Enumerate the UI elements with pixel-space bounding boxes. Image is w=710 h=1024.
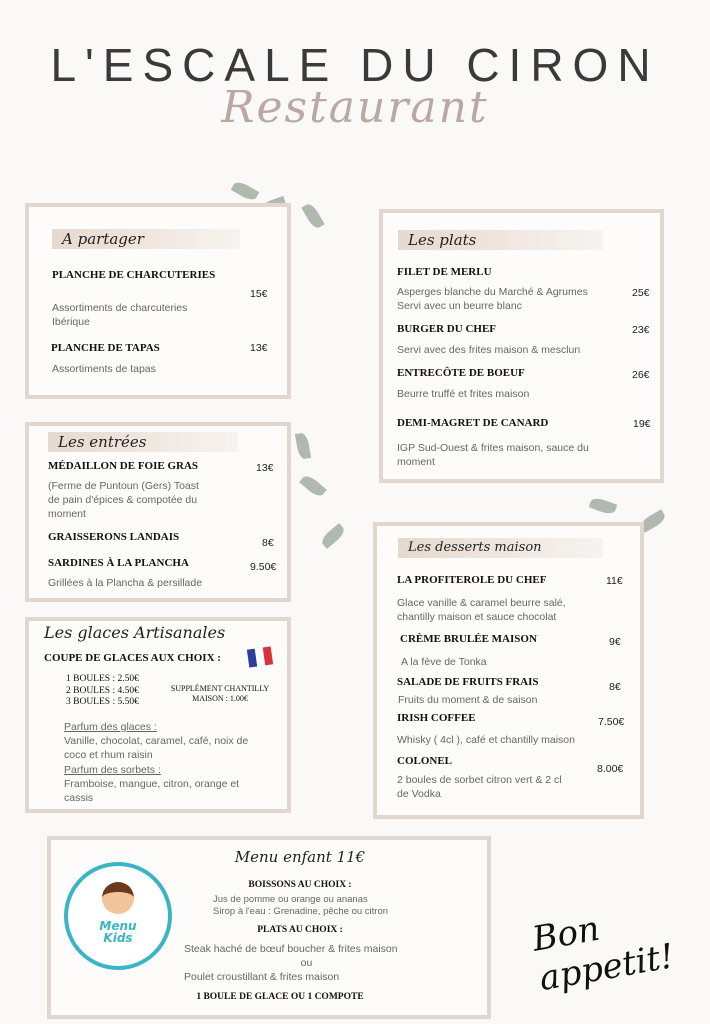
item-desc: Fruits du moment & de saison <box>398 694 538 706</box>
item-price: 7.50€ <box>598 716 625 728</box>
section-heading: A partager <box>52 229 240 249</box>
item-desc: Asperges blanche du Marché & Agrumes Servi avec un beurre blanc <box>397 286 588 312</box>
section-heading: Les entrées <box>48 432 238 452</box>
item-name: IRISH COFFEE <box>397 712 476 724</box>
item-name: LA PROFITEROLE DU CHEF <box>397 574 547 586</box>
item-price: 9.50€ <box>250 561 277 573</box>
glaces-list: Vanille, chocolat, caramel, café, noix de coco et rhum raisin <box>64 735 249 761</box>
restaurant-title: L'ESCALE DU CIRON <box>50 39 660 91</box>
item-price: 19€ <box>633 418 651 430</box>
item-price: 26€ <box>632 369 650 381</box>
item-desc: Beurre truffé et frites maison <box>397 388 530 400</box>
boissons-title: BOISSONS AU CHOIX : <box>248 880 352 890</box>
item-price: 25€ <box>632 287 650 299</box>
item-desc: Whisky ( 4cl ), café et chantilly maison <box>397 734 575 746</box>
item-price: 8€ <box>262 537 274 549</box>
menu-enfant-heading: Menu enfant 11€ <box>234 848 366 866</box>
glaces-label: Parfum des glaces : <box>64 721 157 733</box>
item-price: 23€ <box>632 324 650 336</box>
plat-option: Steak haché de bœuf boucher & frites maison <box>184 943 398 955</box>
sorbets-label: Parfum des sorbets : <box>64 764 161 776</box>
item-name: CRÈME BRULÉE MAISON <box>400 633 537 645</box>
item-name: DEMI-MAGRET DE CANARD <box>397 417 549 429</box>
item-desc: Glace vanille & caramel beurre salé, chantilly maison et sauce chocolat <box>397 597 566 623</box>
item-price: 15€ <box>250 288 268 300</box>
item-desc: Servi avec des frites maison & mesclun <box>397 344 581 356</box>
french-flag-icon <box>247 646 273 667</box>
item-name: FILET DE MERLU <box>397 266 492 278</box>
item-name: PLANCHE DE CHARCUTERIES <box>52 269 216 281</box>
plat-or: ou <box>300 957 313 969</box>
item-price: 9€ <box>609 636 621 648</box>
item-desc: (Ferme de Puntoun (Gers) Toast de pain d'épices & compotée du moment <box>48 480 199 520</box>
sorbets-list: Framboise, mangue, citron, orange et cassis <box>64 778 240 804</box>
boisson-option: Sirop à l'eau : Grenadine, pêche ou citron <box>213 906 389 917</box>
item-name: GRAISSERONS LANDAIS <box>48 531 180 543</box>
item-name: BURGER DU CHEF <box>397 323 497 335</box>
section-heading: Les plats <box>398 230 603 250</box>
bon-appetit-signoff: Bon appetit! <box>529 908 677 1000</box>
child-face-icon <box>102 882 134 914</box>
item-price: 13€ <box>256 462 274 474</box>
item-price: 11€ <box>606 575 623 587</box>
item-name: SALADE DE FRUITS FRAIS <box>397 676 539 688</box>
item-desc: Assortiments de tapas <box>52 363 156 375</box>
restaurant-subtitle: Restaurant <box>221 82 489 133</box>
boisson-option: Jus de pomme ou orange ou ananas <box>213 894 368 905</box>
section-heading: Les desserts maison <box>398 538 603 558</box>
menu-kids-logo: Menu Kids <box>64 862 172 970</box>
item-price: 8€ <box>609 681 621 693</box>
section-heading: Les glaces Artisanales <box>44 623 226 642</box>
item-desc: 2 boules de sorbet citron vert & 2 cl de Vodka <box>397 774 562 800</box>
item-desc: IGP Sud-Ouest & frites maison, sauce du moment <box>397 442 589 468</box>
item-name: ENTRECÔTE DE BOEUF <box>397 367 525 379</box>
dessert-option: 1 BOULE DE GLACE OU 1 COMPOTE <box>196 992 364 1002</box>
item-desc: Assortiments de charcuteries Ibérique <box>52 302 188 328</box>
item-name: MÉDAILLON DE FOIE GRAS <box>48 460 199 472</box>
item-price: 8.00€ <box>597 763 624 775</box>
plats-title: PLATS AU CHOIX : <box>257 925 343 935</box>
boules-price-list: 1 BOULES : 2.50€ 2 BOULES : 4.50€ 3 BOULES : 5.50€ <box>66 674 139 707</box>
item-desc: A la fève de Tonka <box>401 656 487 668</box>
plat-option: Poulet croustillant & frites maison <box>184 971 340 983</box>
item-desc: Grillées à la Plancha & persillade <box>48 577 203 589</box>
item-name: PLANCHE DE TAPAS <box>51 342 160 354</box>
glaces-title: COUPE DE GLACES AUX CHOIX : <box>44 652 221 664</box>
supplement-chantilly: SUPPLÉMENT CHANTILLY MAISON : 1.00€ <box>170 684 270 703</box>
item-name: SARDINES À LA PLANCHA <box>48 557 189 569</box>
item-price: 13€ <box>250 342 268 354</box>
item-name: COLONEL <box>397 755 453 767</box>
